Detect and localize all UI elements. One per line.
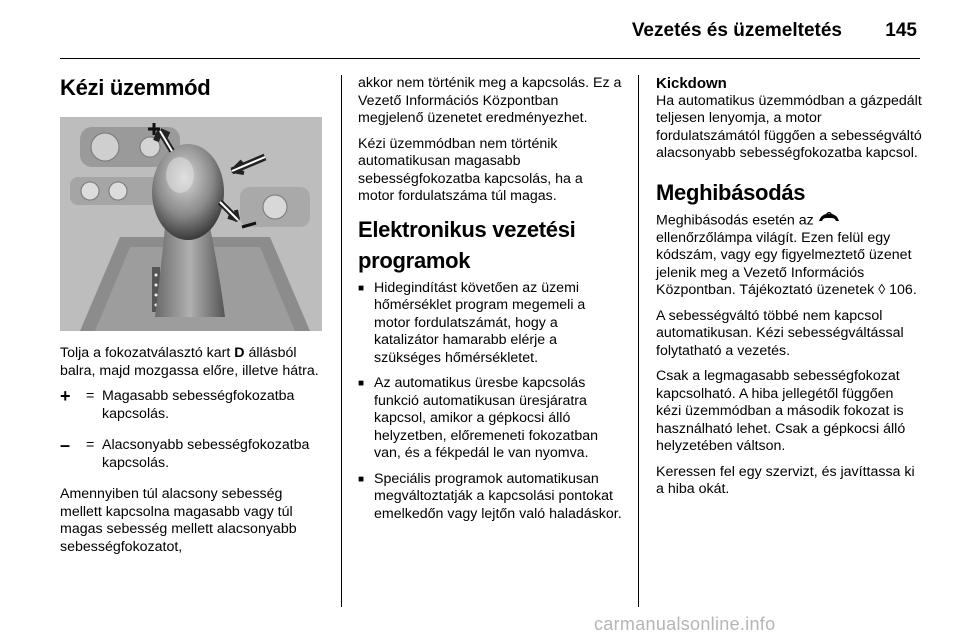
page-header [0,0,960,60]
column-divider [341,75,342,607]
intro-paragraph: Tolja a fokozatválasztó kart D állásból balra, majd mozgassa előre, illetve hátra. [60,345,319,379]
page-number: 145 [885,20,917,41]
definition-minus: – = Alacsonyabb sebességfokozatba kapcsolás. [60,435,310,471]
fault-paragraph: Meghibásodás esetén az ellenőrzőlámpa világít. Ezen felül egy kódszám, vagy egy figyelmeztető üzenet jelenik meg a Vezető Információs Központban. Tájékoztató üzenetek ◊ 106. [656,212,917,298]
paragraph: Ha automatikus üzemmódban a gázpedált teljesen lenyomja, a motor fordulatszámától függően a sebességváltó alacsonyabb sebességfokozatba kapcsol. [656,92,922,161]
column-1 [60,75,328,564]
watermark: carmanualsonline.info [594,614,776,634]
column-3 [656,75,922,507]
header-title: Vezetés és üzemeltetés [631,20,842,41]
section-heading-electronic-programs: Elektronikus vezetési programok [358,216,576,273]
plus-icon: + [60,386,71,406]
header-rule [60,58,920,59]
gear-selector-illustration [60,117,322,331]
symbol-definitions [60,388,328,472]
gear-lever-image [60,117,322,331]
minus-icon: – [60,435,71,455]
paragraph: Keressen fel egy szervizt, és javíttassa ki a hiba okát. [656,463,915,497]
program-list [358,280,622,524]
subheading-kickdown: Kickdown [656,75,727,92]
gear-position-d: D [234,345,245,361]
definition-plus: + = Magasabb sebességfokozatba kapcsolás. [60,386,295,422]
page-reference-icon: ◊ [878,282,886,298]
section-heading-manual-mode: Kézi üzemmód [60,75,211,100]
paragraph: akkor nem történik meg a kapcsolás. Ez a Vezető Információs Központban megjelenő üzenetet eredményezhet. [358,75,622,126]
section-heading-fault: Meghibásodás [656,179,806,205]
paragraph: Amennyiben túl alacsony sebesség mellett kapcsolna magasabb vagy túl magas sebesség mellett alacsonyabb sebességfokozatot, [60,486,297,555]
paragraph: Kézi üzemmódban nem történik automatikusan magasabb sebességfokozatba kapcsolás, ha a motor fordulatszáma túl magas. [358,135,583,204]
page-reference: 106. [889,282,917,298]
list-item: ■ Hidegindítást követően az üzemi hőmérséklet program megemeli a motor fordulatszámát, hogy a katalizátor hamarabb elérje a szükséges hőmérsékletet. [358,280,622,368]
list-item: ■ Az automatikus üresbe kapcsolás funkció automatikusan üresjáratra kapcsol, amikor a gépkocsi álló helyzetben, előremeneti fokozatban van, és a fékpedál le van nyomva. [358,375,622,463]
paragraph: Csak a legmagasabb sebességfokozat kapcsolható. A hiba jellegétől függően kézi üzemmódban a második fokozat is használható lehet. Csak a gépkocsi álló helyzetében váltson. [656,368,906,454]
column-divider [638,75,639,607]
paragraph: A sebességváltó többé nem kapcsol automatikusan. Kézi sebességváltással folytatható a vezetés. [656,307,904,359]
column-2 [358,75,622,531]
list-item: ■ Speciális programok automatikusan megváltoztatják a kapcsolási pontokat emelkedőn vagy lejtőn való haladáskor. [358,471,622,524]
transmission-warning-icon [818,212,840,230]
